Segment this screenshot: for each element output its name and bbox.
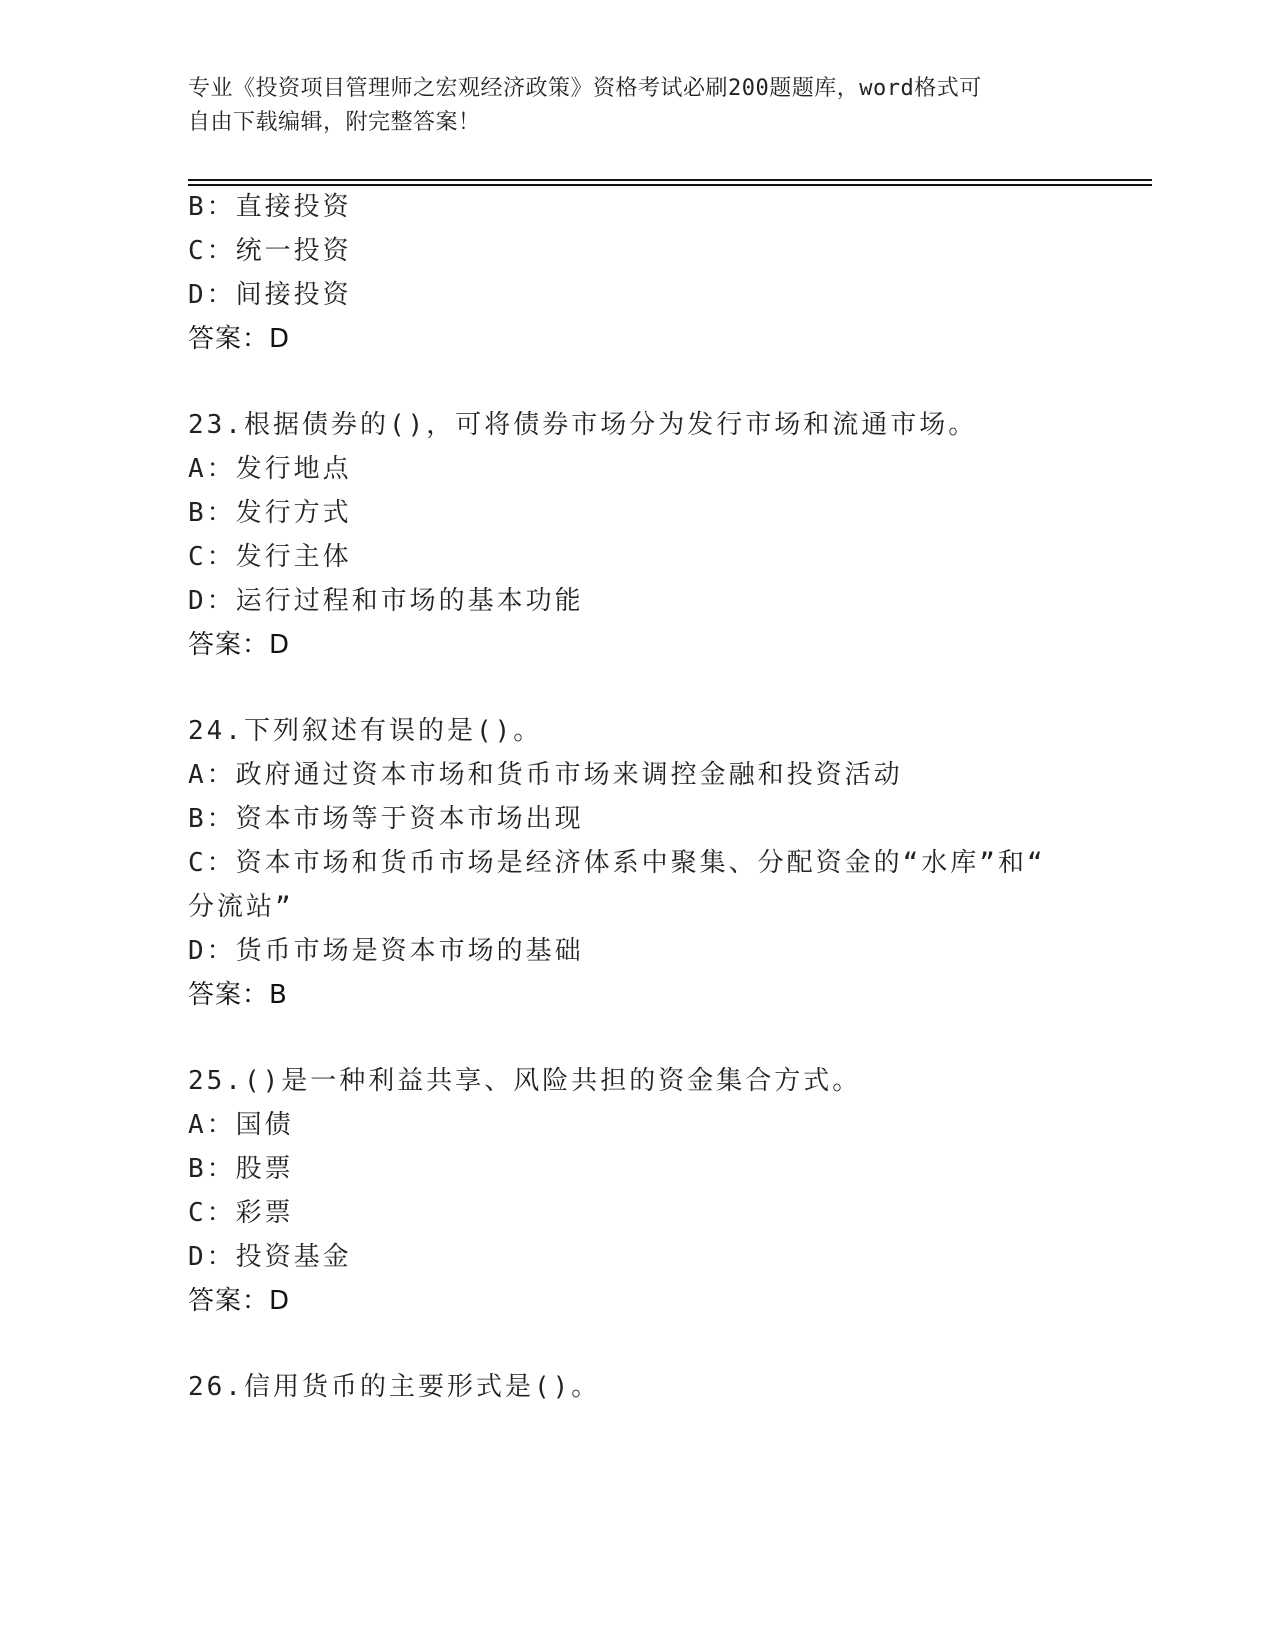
answer-line: 答案：D	[188, 1286, 291, 1316]
header-line-1: 专业《投资项目管理师之宏观经济政策》资格考试必刷200题题库，word格式可	[188, 76, 982, 101]
option-b: B：资本市场等于资本市场出现	[188, 804, 584, 834]
option-c-continued: 分流站”	[188, 892, 294, 922]
document-header	[188, 72, 1068, 140]
header-rule-top	[188, 179, 1152, 181]
option-d: D：运行过程和市场的基本功能	[188, 586, 584, 616]
option-c: C：统一投资	[188, 236, 352, 266]
option-d: D：货币市场是资本市场的基础	[188, 936, 584, 966]
question-stem-25: 25.()是一种利益共享、风险共担的资金集合方式。	[188, 1066, 862, 1096]
option-c: C：资本市场和货币市场是经济体系中聚集、分配资金的“水库”和“	[188, 848, 1046, 878]
option-a: A：政府通过资本市场和货币市场来调控金融和投资活动	[188, 760, 903, 790]
answer-line: 答案：D	[188, 324, 291, 354]
option-b: B：发行方式	[188, 498, 352, 528]
answer-line: 答案：D	[188, 630, 291, 660]
option-a: A：国债	[188, 1110, 294, 1140]
header-rule-bottom	[188, 184, 1152, 186]
option-c: C：彩票	[188, 1198, 294, 1228]
option-b: B：股票	[188, 1154, 294, 1184]
option-c: C：发行主体	[188, 542, 352, 572]
option-b: B：直接投资	[188, 192, 352, 222]
question-stem-23: 23.根据债券的()，可将债券市场分为发行市场和流通市场。	[188, 410, 978, 440]
question-stem-26: 26.信用货币的主要形式是()。	[188, 1372, 601, 1402]
header-line-2: 自由下载编辑，附完整答案！	[188, 110, 481, 135]
option-d: D：间接投资	[188, 280, 352, 310]
answer-line: 答案：B	[188, 980, 288, 1010]
question-stem-24: 24.下列叙述有误的是()。	[188, 716, 543, 746]
option-a: A：发行地点	[188, 454, 352, 484]
option-d: D：投资基金	[188, 1242, 352, 1272]
